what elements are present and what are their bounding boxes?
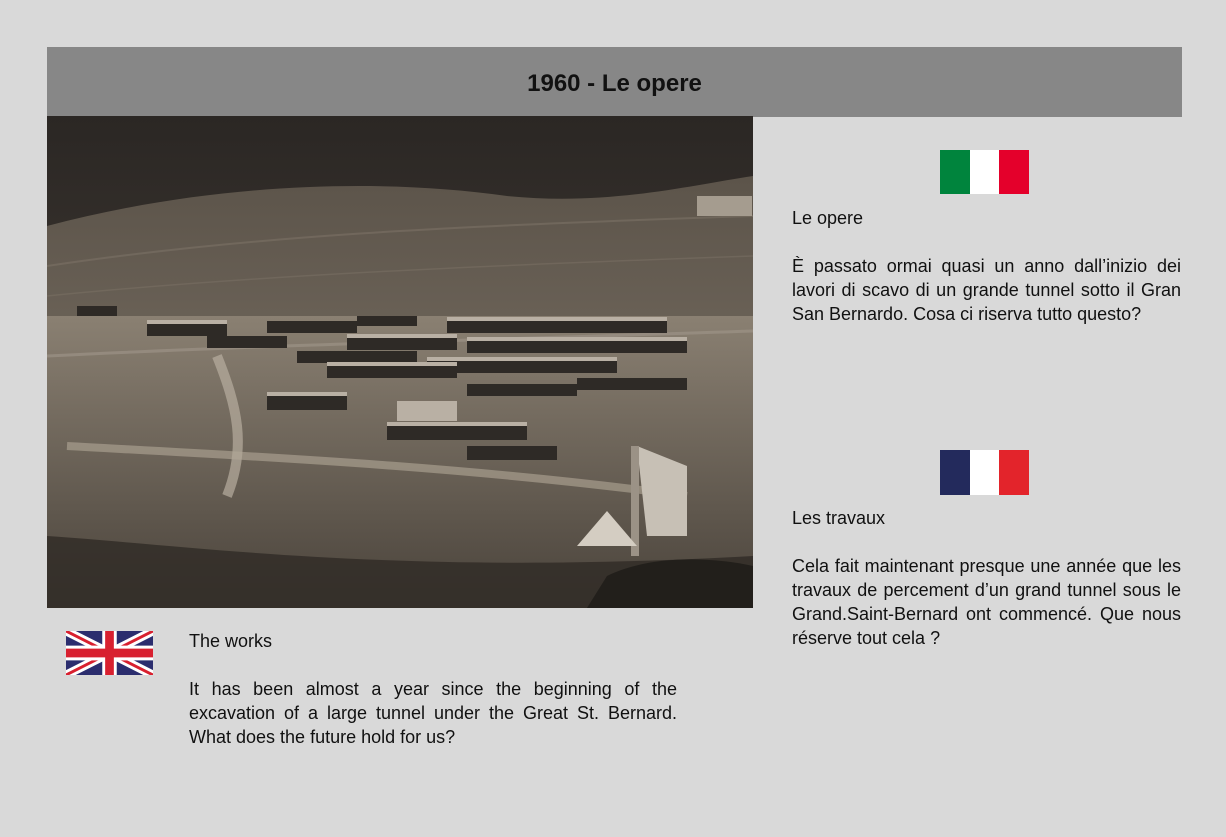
italy-flag-red-stripe (999, 150, 1029, 194)
page-title: 1960 - Le opere (527, 70, 702, 97)
construction-camp-photo-icon (47, 116, 753, 608)
french-heading: Les travaux (792, 508, 886, 528)
italy-flag-green-stripe (940, 150, 970, 194)
title-bar (47, 47, 1182, 117)
italian-text (792, 206, 1181, 326)
french-body: Cela fait maintenant presque une année que les travaux de percement d’un grand tunnel sous le Grand.Saint-Bernard ont commencé. Que nous réserve tout cela ? (792, 556, 1181, 648)
english-text (189, 629, 677, 749)
french-text (792, 506, 1181, 650)
france-flag-icon (940, 450, 1029, 495)
france-flag-red-stripe (999, 450, 1029, 495)
historic-photo (47, 116, 753, 608)
english-body: It has been almost a year since the beginning of the excavation of a large tunnel under the Great St. Bernard. What does the future hold for us? (189, 679, 677, 747)
italian-heading: Le opere (792, 208, 864, 228)
italian-body: È passato ormai quasi un anno dall’inizio dei lavori di scavo di un grande tunnel sotto il Gran San Bernardo. Cosa ci riserva tutto questo? (792, 256, 1181, 324)
france-flag-white-stripe (970, 450, 1000, 495)
uk-flag-icon (66, 631, 153, 675)
italy-flag-icon (940, 150, 1029, 194)
english-heading: The works (189, 631, 273, 651)
france-flag-blue-stripe (940, 450, 970, 495)
italy-flag-white-stripe (970, 150, 1000, 194)
